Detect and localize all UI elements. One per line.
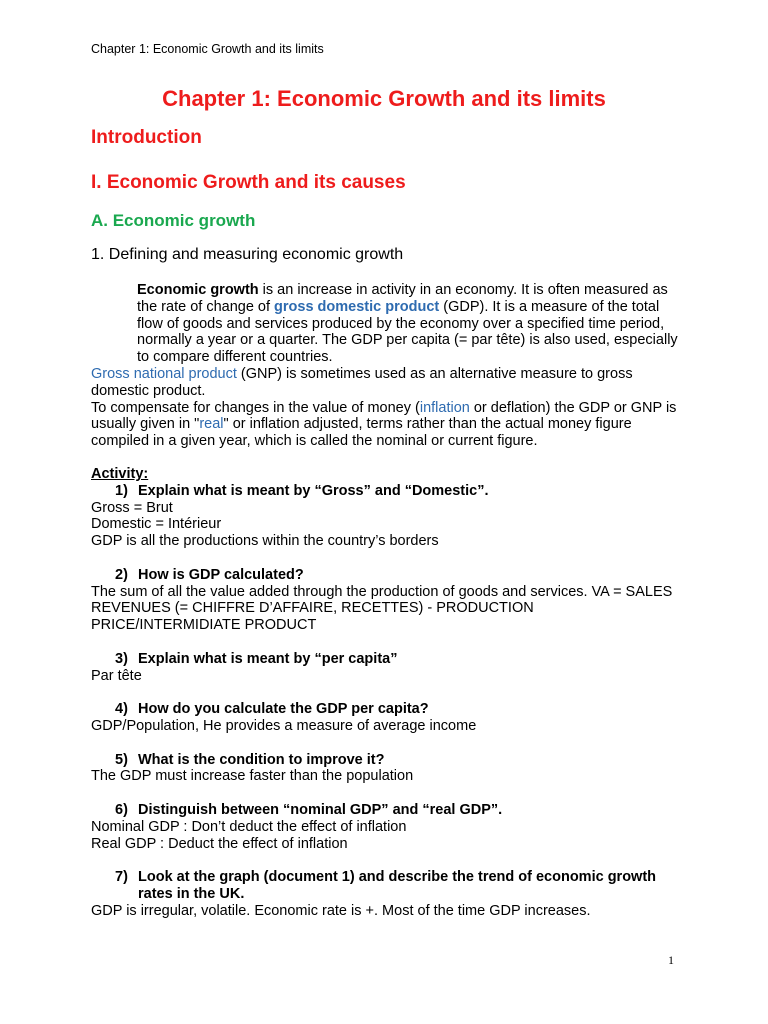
question-text: Explain what is meant by “Gross” and “Domestic”. [138,482,489,499]
running-header: Chapter 1: Economic Growth and its limits [91,42,324,56]
answer-line: GDP is irregular, volatile. Economic rate is +. Most of the time GDP increases. [91,902,591,919]
heading-subsection: A. Economic growth [91,211,256,230]
chapter-title: Chapter 1: Economic Growth and its limits [162,86,606,111]
question-number: 5) [115,751,128,768]
question-text: Explain what is meant by “per capita” [138,650,398,667]
answer-line: Gross = Brut [91,499,173,516]
page-number: 1 [668,953,674,967]
question-number: 2) [115,566,128,583]
link-inflation[interactable]: inflation [419,399,470,416]
term-economic-growth: Economic growth [137,282,259,298]
heading-introduction: Introduction [91,127,202,148]
activity-label: Activity: [91,466,149,482]
question-text: How is GDP calculated? [138,566,304,583]
text-span: (GNP) is sometimes used as an alternative measure to gross domestic product. [91,365,633,399]
question-3 [91,651,681,668]
answer-line: GDP/Population, He provides a measure of average income [91,717,477,734]
question-number: 6) [115,801,128,818]
question-7 [91,869,681,903]
text-span: (GDP). It is a measure of the total flow of goods and services produced by the economy over a specified time period, normally a year or a quarter. The GDP per capita (= par tête) is also used, especially to compare different countries. [137,298,678,366]
inflation-line [91,400,681,450]
text-span: or deflation) the GDP or GNP is usually given in " [91,399,677,433]
question-text: How do you calculate the GDP per capita? [138,701,429,718]
text-span: To compensate for changes in the value of money ( [91,399,420,416]
link-gross-domestic-product[interactable]: gross domestic product [274,298,440,315]
answer-line: Par tête [91,667,142,684]
question-text: Look at the graph (document 1) and describe the trend of economic growth rates in the UK. [138,869,657,902]
question-number: 7) [115,869,128,886]
answer-line: Domestic = Intérieur [91,516,222,533]
answer-line: Real GDP : Deduct the effect of inflation [91,835,348,852]
answer-line: GDP is all the productions within the country’s borders [91,533,439,550]
text-span: " or inflation adjusted, terms rather than the actual money figure compiled in a given year, which is called the nominal or current figure. [91,416,632,450]
question-number: 4) [115,701,128,718]
question-number: 1) [115,482,128,499]
answer-line: The GDP must increase faster than the population [91,768,414,785]
question-number: 3) [115,650,128,667]
heading-section: I. Economic Growth and its causes [91,172,406,193]
question-6 [91,802,681,819]
question-5 [91,752,681,769]
link-real[interactable]: real [199,416,224,433]
question-text: Distinguish between “nominal GDP” and “real GDP”. [138,801,503,818]
link-gross-national-product[interactable]: Gross national product [91,365,237,382]
question-1 [91,483,681,500]
gnp-line [91,366,681,400]
activity-block [91,466,681,920]
answer-line: Nominal GDP : Don’t deduct the effect of inflation [91,818,407,835]
question-4 [91,701,681,718]
heading-numbered: 1. Defining and measuring economic growth [91,246,404,263]
question-2 [91,567,681,584]
definition-sentences [91,282,681,366]
answer-line: The sum of all the value added through the production of goods and services. VA = SALES REVENUES (= CHIFFRE D’AFFAIRE, RECETTES) - PRODUCTION PRICE/INTERMIDIATE PRODUCT [91,583,673,634]
definition-paragraph [91,282,681,450]
question-text: What is the condition to improve it? [138,751,385,768]
text-span: is an increase in activity in an economy. It is often measured as the rate of change of [137,282,668,315]
